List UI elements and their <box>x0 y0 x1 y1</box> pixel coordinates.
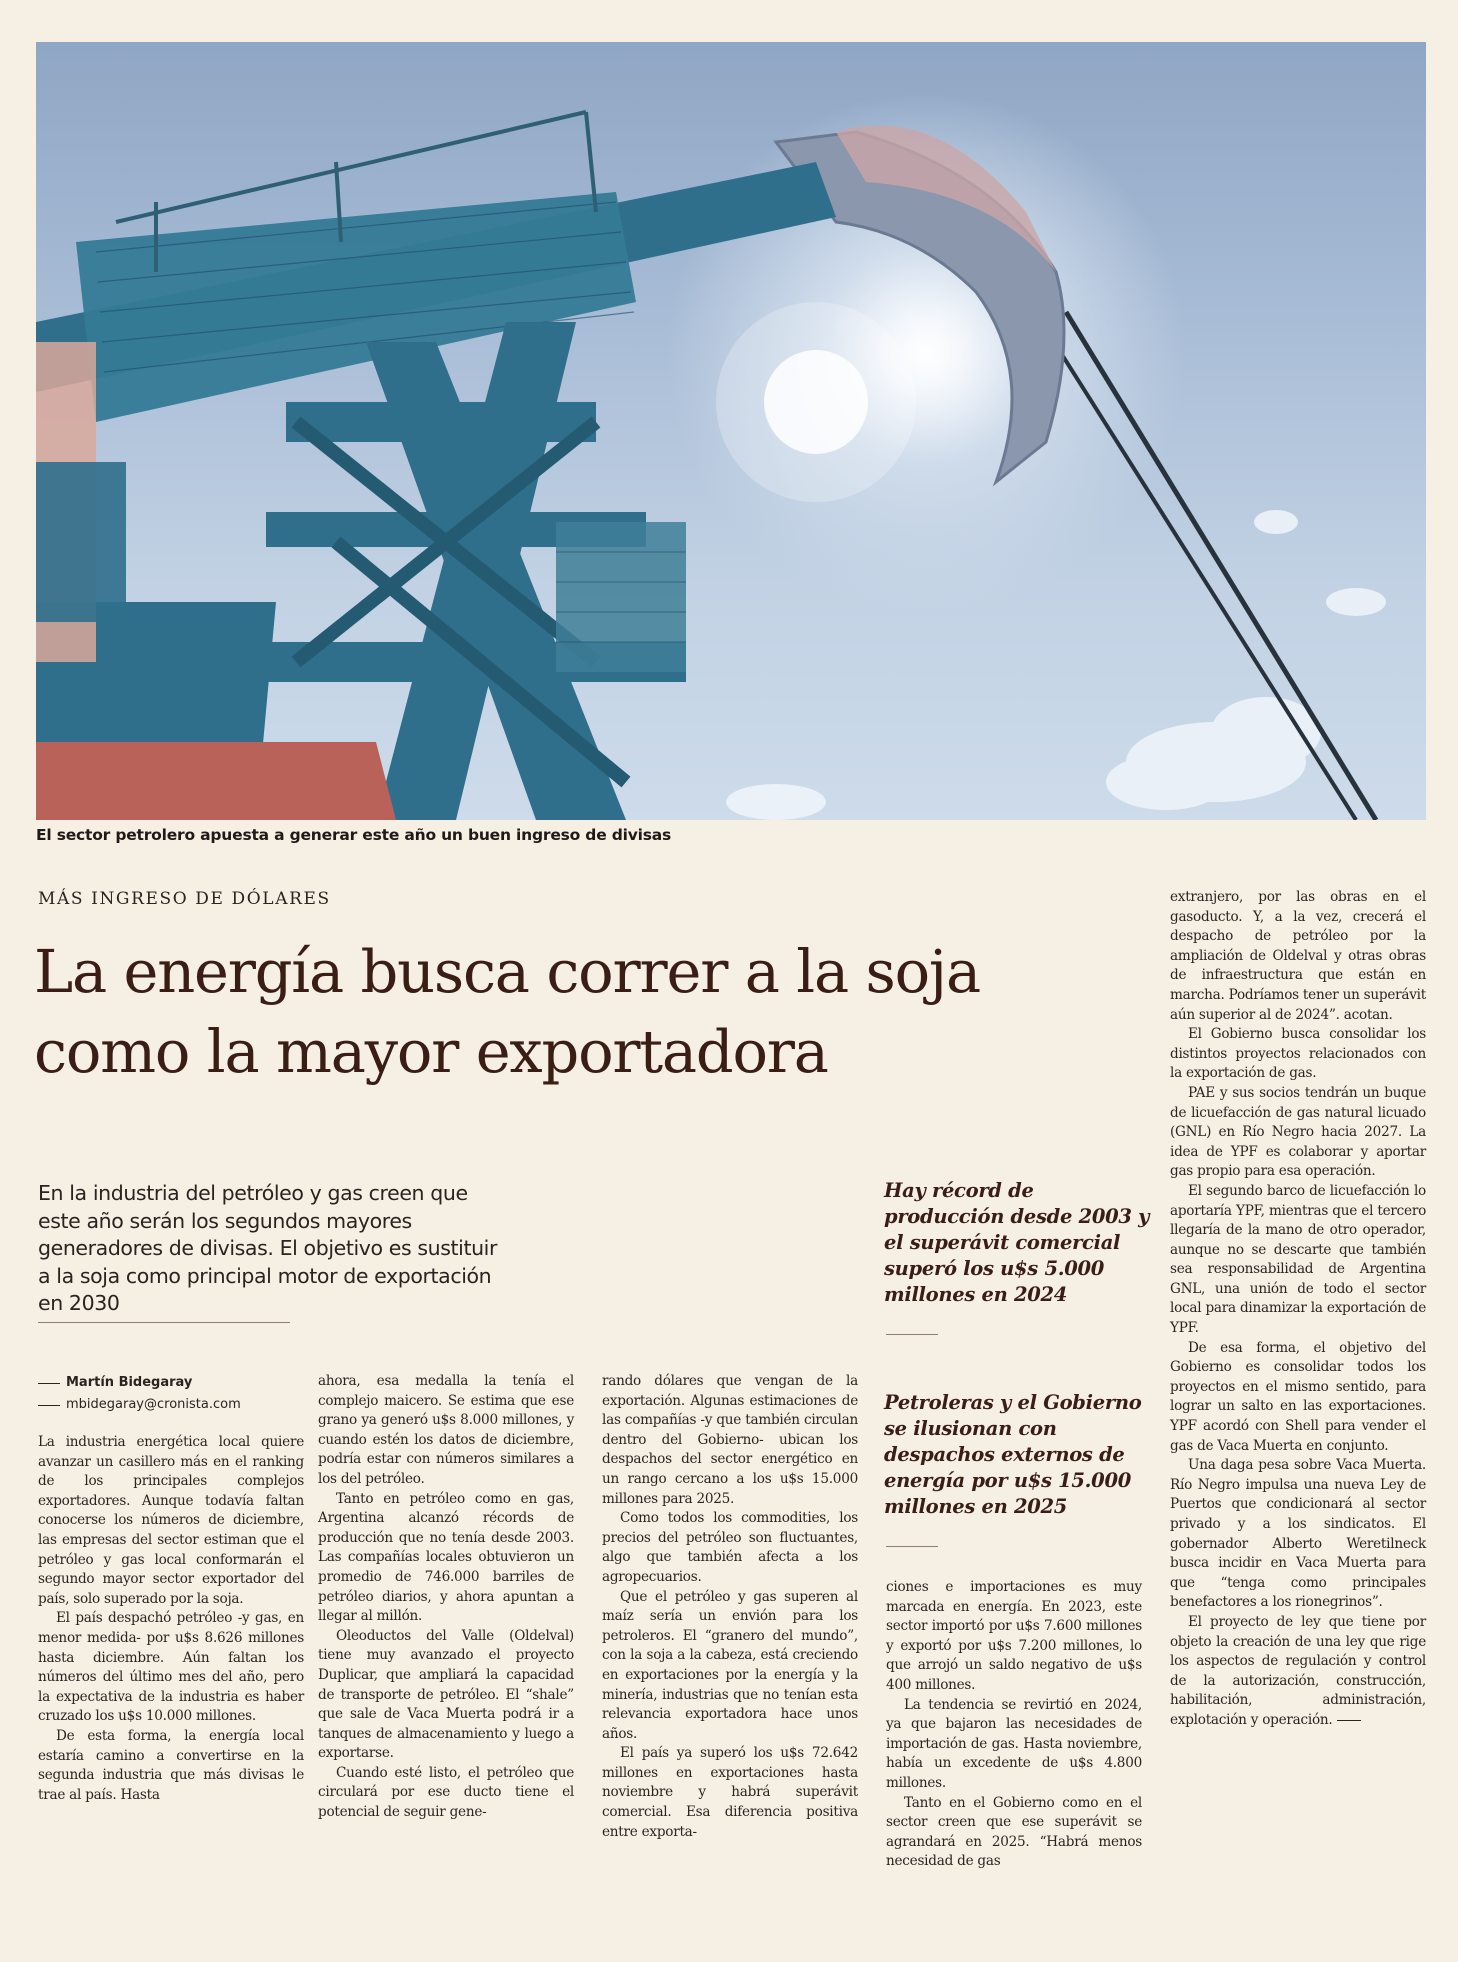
paragraph: El país despachó petróleo -y gas, en menor medida- por u$s 8.626 millones hasta diciembre. Aún faltan los números del último mes del año, pero la expectativa de la industria es haber cruzado los u$s 10.000 millones. <box>38 1610 304 1725</box>
oil-pump-jack-illustration <box>36 42 1426 820</box>
paragraph: El segundo barco de licuefacción lo aportaría YPF, mientras que el tercero llegaría de la mano de otro operador, aunque no se descarte que también sea responsabilidad de Argentina GNL, una unión de todo el sector local para dinamizar la exportación de YPF. <box>1170 1182 1426 1337</box>
paragraph: Oleoductos del Valle (Oldelval) tiene muy avanzado el proyecto Duplicar, que ampliará la capacidad de transporte de petróleo. El “shale” que sale de Vaca Muerta podrá ir a tanques de almacenamiento y luego a exportarse. <box>318 1627 574 1762</box>
paragraph: extranjero, por las obras en el gasoducto. Y, a la vez, crecerá el despacho de petróleo por la ampliación de Oldelval y otras obras de infraestructura que están en marcha. Podríamos tener un superávit aún superior al de 2024”. acotan. <box>1170 889 1426 1023</box>
pull-quote-1: Hay récord de producción desde 2003 y el superávit comercial superó los u$s 5.000 millones en 2024 <box>884 1179 1150 1306</box>
paragraph: Tanto en el Gobierno como en el sector creen que ese superávit se agrandará en 2025. “Habrá menos necesidad de gas <box>886 1794 1142 1870</box>
headline <box>34 932 1134 1092</box>
headline-line-1: La energía busca correr a la soja <box>34 937 980 1006</box>
column-5 <box>1170 888 1426 1731</box>
paragraph: Una daga pesa sobre Vaca Muerta. Río Negro impulsa una nueva Ley de Puertos que condicionará al sector privado y a los sindicatos. El gobernador Alberto Weretilneck busca incidir en Vaca Muerta para que “tenga como principales benefactores a los rionegrinos”. <box>1170 1457 1426 1611</box>
byline <box>38 1372 241 1416</box>
clouds <box>726 510 1386 820</box>
photo-caption: El sector petrolero apuesta a generar este año un buen ingreso de divisas <box>36 826 672 844</box>
paragraph: La industria energética local quiere avanzar un casillero más en el ranking de los principales complejos exportadores. Aunque todavía faltan conocerse los números de diciembre, las empresas del sector estiman que el petróleo y gas local conformarán el segundo mayor sector exportador del país, solo superado por la soja. <box>38 1434 304 1607</box>
paragraph: PAE y sus socios tendrán un buque de licuefacción de gas natural licuado (GNL) en Río Negro hacia 2027. La idea de YPF es colaborar y aportar gas propio para esa operación. <box>1170 1084 1426 1180</box>
author-email[interactable]: mbidegaray@cronista.com <box>66 1397 241 1412</box>
paragraph: De esa forma, el objetivo del Gobierno es consolidar todos los proyectos en el mismo sentido, para lograr un salto en las exportaciones. YPF acordó con Shell para vender el gas de Vaca Muerta en conjunto. <box>1170 1339 1426 1454</box>
paragraph: De esta forma, la energía local estaría camino a convertirse en la segunda industria que más divisas le trae al país. Hasta <box>38 1727 304 1803</box>
paragraph: El país ya superó los u$s 72.642 millones en exportaciones hasta noviembre y habrá superávit comercial. Esa diferencia positiva entre exporta- <box>602 1745 858 1840</box>
hero-photo <box>36 42 1426 820</box>
pull-quote-rule <box>886 1334 938 1335</box>
column-1 <box>38 1433 304 1805</box>
pull-quote-rule <box>886 1546 938 1547</box>
kicker: MÁS INGRESO DE DÓLARES <box>38 889 331 909</box>
paragraph: Tanto en petróleo como en gas, Argentina alcanzó récords de producción que no tenía desde 2003. Las compañías locales obtuvieron un promedio de 746.000 barriles de petróleo diarios, y ahora apuntan a llegar al millón. <box>318 1490 574 1625</box>
paragraph: Que el petróleo y gas superen al maíz sería un envión para los petroleros. El “granero del mundo”, con la soja a la cabeza, está creciendo en exportaciones por la energía y la minería, industrias que no tenían esta relevancia exportadora hace unos años. <box>602 1588 858 1742</box>
headline-line-2: como la mayor exportadora <box>34 1017 828 1086</box>
end-mark <box>1337 1720 1361 1721</box>
paragraph: Cuando esté listo, el petróleo que circulará por ese ducto tiene el potencial de seguir gene- <box>318 1764 574 1821</box>
paragraph: ahora, esa medalla la tenía el complejo maicero. Se estima que ese grano ya generó u$s 8.000 millones, y cuando estén los datos de diciembre, podría estar con números similares a los del petróleo. <box>318 1373 574 1487</box>
paragraph: ciones e importaciones es muy marcada en energía. En 2023, este sector importó por u$s 7.600 millones y exportó por u$s 7.200 millones, lo que arrojó un saldo negativo de u$s 400 millones. <box>886 1579 1142 1693</box>
divider <box>38 1322 290 1323</box>
paragraph: La tendencia se revirtió en 2024, ya que bajaron las necesidades de importación de gas. Hasta noviembre, había un excedente de u$s 4.800 millones. <box>886 1696 1142 1791</box>
deck: En la industria del petróleo y gas creen que este año serán los segundos mayores generadores de divisas. El objetivo es sustituir a la soja como principal motor de exportación en 2030 <box>38 1181 497 1315</box>
column-2 <box>318 1372 574 1823</box>
pull-quote-2: Petroleras y el Gobierno se ilusionan con despachos externos de energía por u$s 15.000 millones en 2025 <box>884 1391 1142 1518</box>
paragraph: Como todos los commodities, los precios del petróleo son fluctuantes, algo que también afecta a los agropecuarios. <box>602 1510 858 1585</box>
paragraph <box>1170 1613 1426 1731</box>
column-4 <box>886 1578 1142 1872</box>
paragraph-text: El proyecto de ley que tiene por objeto la creación de una ley que rige los aspectos de regulación y control de la autorización, construcción, habilitación, administración, explotación y operación. <box>1170 1613 1426 1728</box>
column-3 <box>602 1372 858 1842</box>
paragraph: rando dólares que vengan de la exportación. Algunas estimaciones de las compañías -y que también circulan dentro del Gobierno- ubican los despachos del sector energético en un rango cercano a los u$s 15.000 millones para 2025. <box>602 1373 858 1507</box>
paragraph: El Gobierno busca consolidar los distintos proyectos relacionados con la exportación de gas. <box>1170 1026 1426 1082</box>
author-name: Martín Bidegaray <box>66 1375 193 1390</box>
